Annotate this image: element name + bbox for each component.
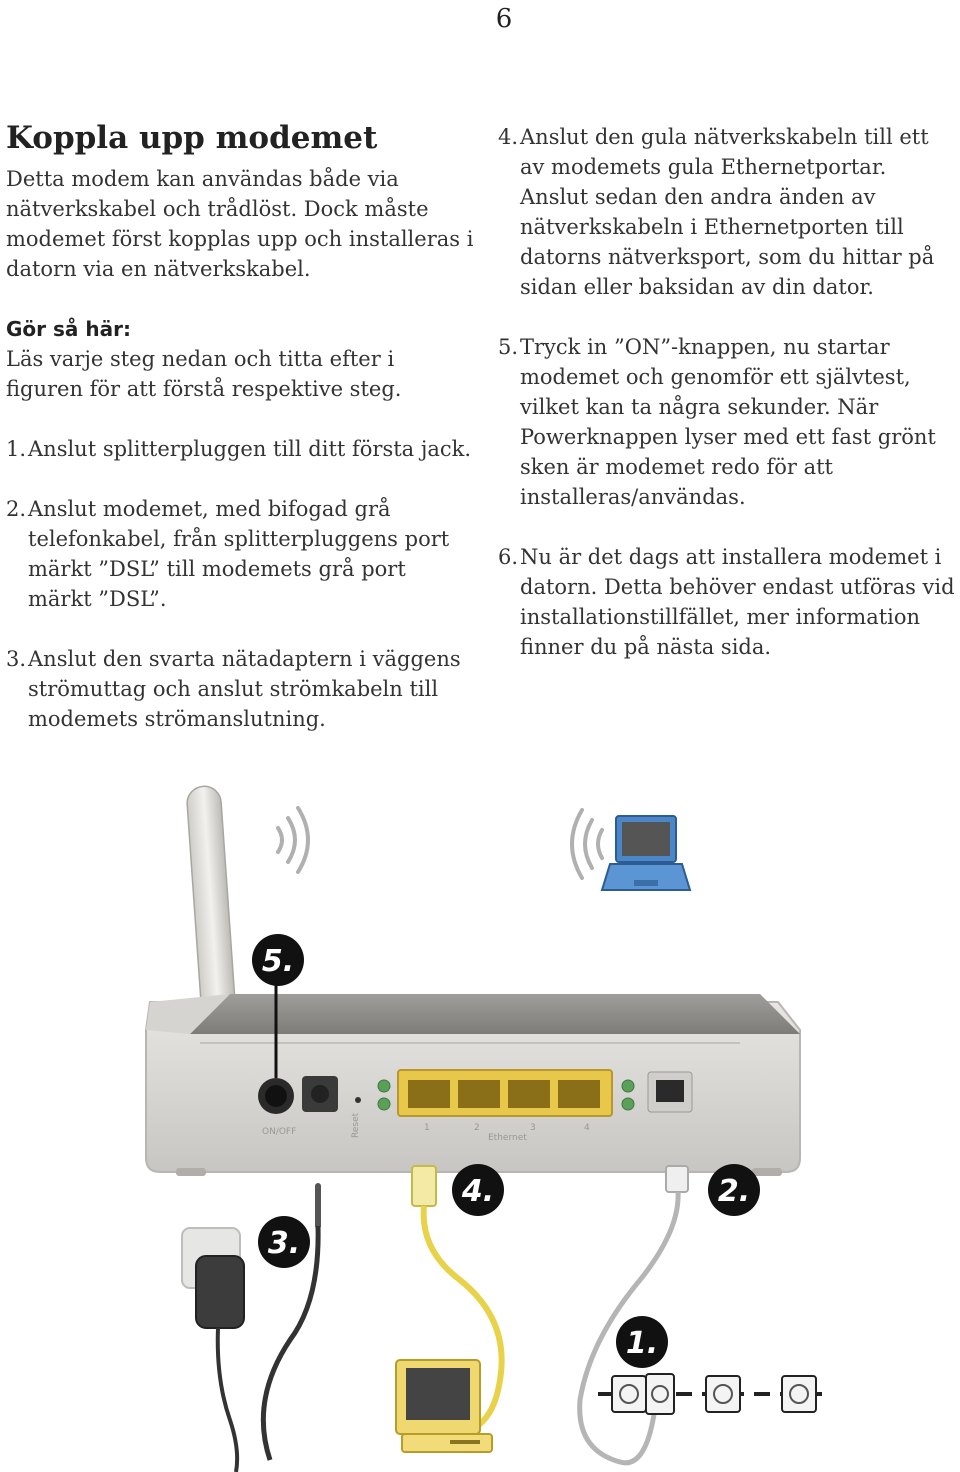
phone-cable <box>580 1166 688 1463</box>
port-label: 3 <box>530 1123 536 1133</box>
wifi-signal-icon <box>278 808 308 872</box>
step-4 <box>498 122 958 302</box>
step-1 <box>6 434 476 464</box>
desktop-computer-icon <box>396 1360 492 1452</box>
badge-label: 4. <box>461 1174 495 1209</box>
step-2 <box>6 494 476 614</box>
left-column <box>6 118 476 764</box>
splitter-plug <box>612 1374 674 1414</box>
badge-step-4 <box>452 1164 504 1216</box>
howto-title: Gör så här: <box>6 317 131 341</box>
howto-text: Läs varje steg nedan och titta efter i figuren för att förstå respektive steg. <box>6 347 402 401</box>
badge-label: 5. <box>261 944 295 979</box>
step-number: 5. <box>498 335 519 359</box>
port-label: ON/OFF <box>262 1127 297 1137</box>
port-label: Ethernet <box>488 1133 527 1143</box>
step-text: Tryck in ”ON”-knappen, nu startar modemet och genomför ett självtest, vilket kan ta några sekunder. När Powerknappen lyser med ett fast grönt sken är modemet redo för att installeras/användas. <box>520 335 936 509</box>
step-number: 4. <box>498 125 519 149</box>
power-button[interactable] <box>258 1078 294 1114</box>
badge-label: 2. <box>717 1174 751 1209</box>
port-label: 1 <box>424 1123 430 1133</box>
ethernet-ports <box>398 1070 612 1116</box>
port-label: 4 <box>584 1123 590 1133</box>
step-5 <box>498 332 958 512</box>
wall-jacks <box>598 1374 830 1414</box>
dsl-port <box>648 1072 692 1112</box>
badge-step-1 <box>616 1316 668 1368</box>
badge-step-3 <box>258 1216 310 1268</box>
step-number: 2. <box>6 497 27 521</box>
step-text: Nu är det dags att installera modemet i datorn. Detta behöver endast utföras vid installationstillfället, mer information finner du på nästa sida. <box>520 545 955 659</box>
badge-step-2 <box>708 1164 760 1216</box>
step-text: Anslut modemet, med bifogad grå telefonkabel, från splitterpluggens port märkt ”DSL” till modemets grå port märkt ”DSL”. <box>28 497 450 611</box>
howto-block <box>6 314 476 404</box>
step-3 <box>6 644 476 734</box>
badge-label: 1. <box>625 1326 659 1361</box>
step-6 <box>498 542 958 662</box>
step-number: 6. <box>498 545 519 569</box>
step-text: Anslut den gula nätverkskabeln till ett av modemets gula Ethernetportar. Anslut sedan den andra änden av nätverkskabeln i Ethernetporten till datorns nätverksport, som du hittar på sidan eller baksidan av din dator. <box>520 125 935 299</box>
intro-paragraph: Detta modem kan användas både via nätverkskabel och trådlöst. Dock måste modemet först kopplas upp och installeras i datorn via en nätverkskabel. <box>6 167 474 281</box>
step-text: Anslut den svarta nätadaptern i väggens strömuttag och anslut strömkabeln till modemets strömanslutning. <box>28 647 461 731</box>
right-column <box>498 122 958 692</box>
port-label: 2 <box>474 1123 480 1133</box>
reset-button[interactable] <box>355 1097 361 1103</box>
page-title: Koppla upp modemet <box>6 120 378 156</box>
wireless-laptop-icon <box>572 810 690 890</box>
page-number: 6 <box>495 4 513 34</box>
modem-setup-illustration <box>0 780 960 1472</box>
power-jack <box>302 1076 338 1112</box>
port-label: Reset <box>351 1112 361 1138</box>
step-number: 3. <box>6 647 27 671</box>
badge-label: 3. <box>267 1226 301 1261</box>
step-text: Anslut splitterpluggen till ditt första jack. <box>28 437 472 461</box>
step-number: 1. <box>6 437 27 461</box>
